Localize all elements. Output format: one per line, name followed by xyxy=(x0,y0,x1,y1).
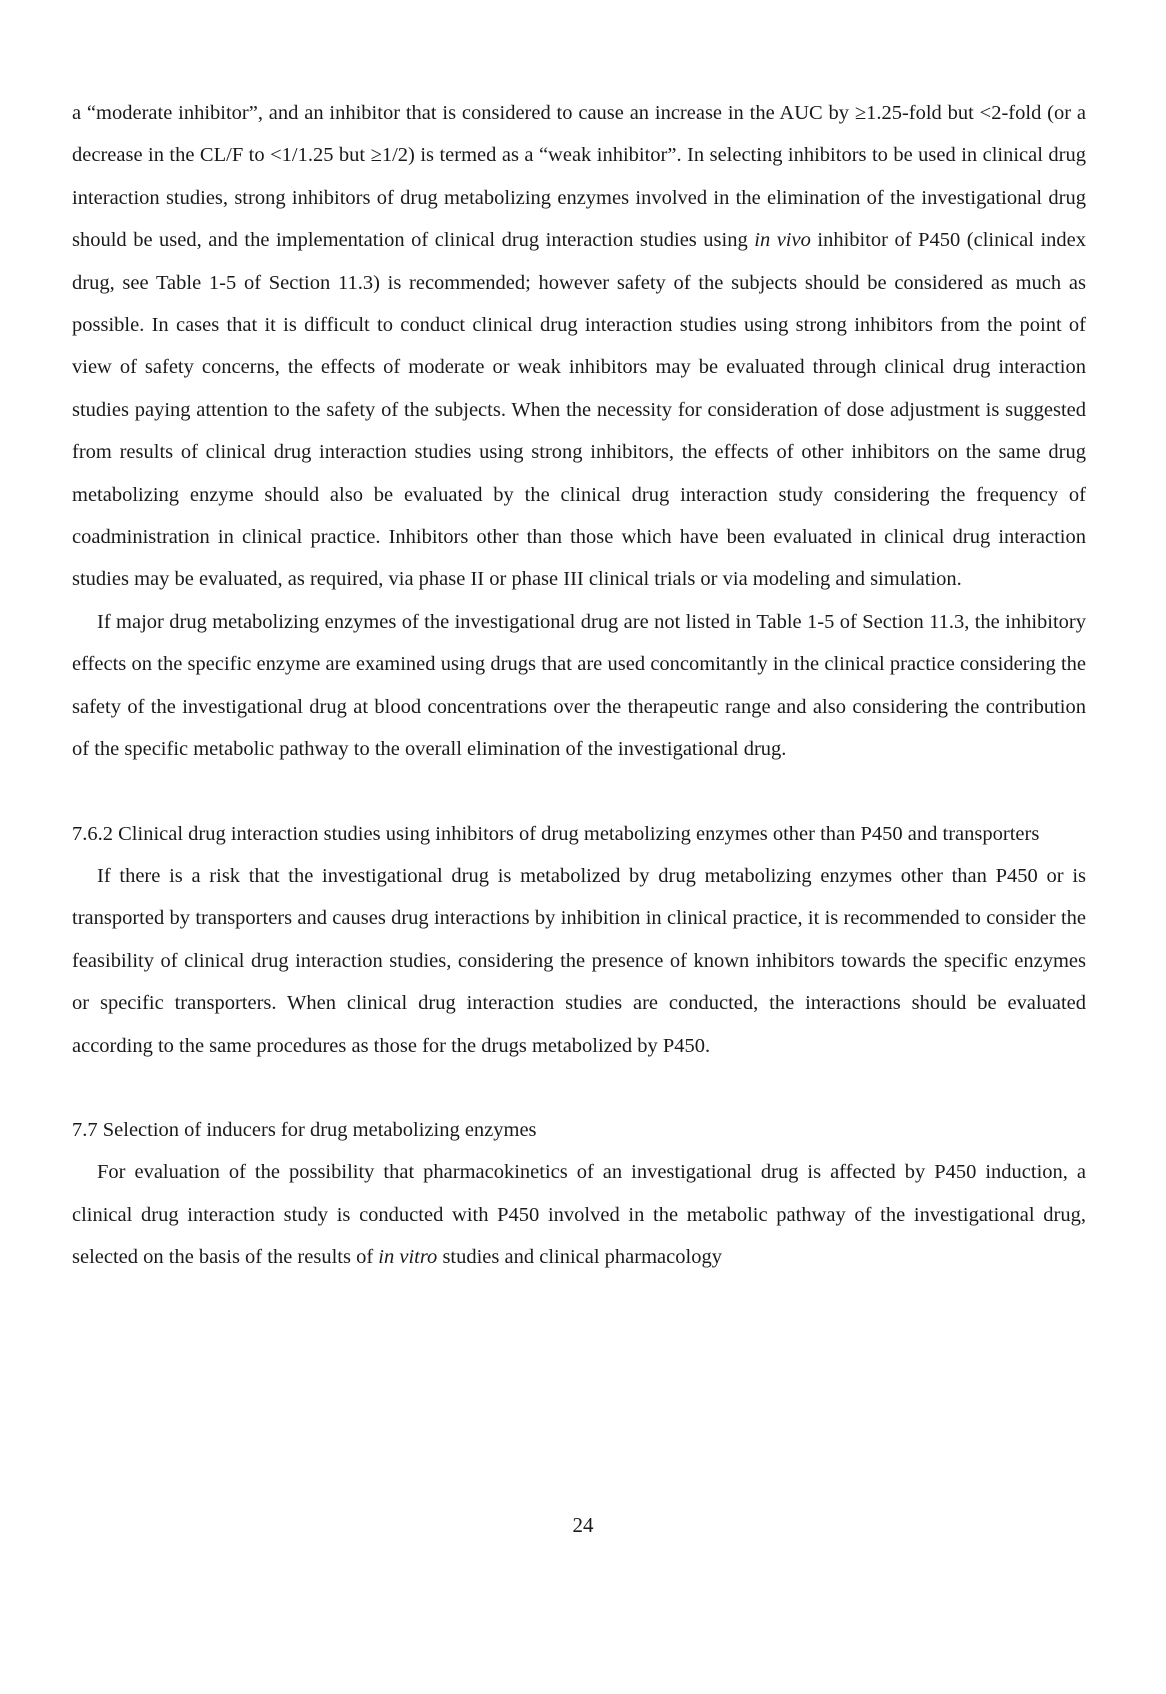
italic-term: in vivo xyxy=(754,229,811,252)
italic-term: in vitro xyxy=(378,1246,438,1269)
section-spacer xyxy=(72,771,1086,813)
paragraph-inhibitor-selection xyxy=(72,92,1086,601)
paragraph-text: inhibitor of P450 (clinical index drug, see Table 1-5 of Section 11.3) is recommended; however safety of the subjects should be considered as much as possible. In cases that it is difficult to conduct clinical drug interaction studies using strong inhibitors from the point of view of safety concerns, the effects of moderate or weak inhibitors may be evaluated through clinical drug interaction studies paying attention to the safety of the subjects. When the necessity for consideration of dose adjustment is suggested from results of clinical drug interaction studies using strong inhibitors, the effects of other inhibitors on the same drug metabolizing enzyme should also be evaluated by the clinical drug interaction study considering the frequency of coadministration in clinical practice. Inhibitors other than those which have been evaluated in clinical drug interaction studies may be evaluated, as required, via phase II or phase III clinical trials or via modeling and simulation. xyxy=(72,229,1086,591)
page-number: 24 xyxy=(572,1513,594,1537)
paragraph-text: For evaluation of the possibility that pharmacokinetics of an investigational drug is affected by P450 induction, a clinical drug interaction study is conducted with P450 involved in the metabolic pathway of the investigational drug, selected on the basis of the results of xyxy=(72,1161,1086,1269)
paragraph-unlisted-enzymes: If major drug metabolizing enzymes of the investigational drug are not listed in Table 1-5 of Section 11.3, the inhibitory effects on the specific enzyme are examined using drugs that are used concomitantly in the clinical practice considering the safety of the investigational drug at blood concentrations over the therapeutic range and also considering the contribution of the specific metabolic pathway to the overall elimination of the investigational drug. xyxy=(72,610,1086,761)
paragraph-text: a “moderate inhibitor”, and an inhibitor that is considered to cause an increase in the AUC by ≥1.25-fold but <2-fold (or a decrease in the CL/F to <1/1.25 but ≥1/2) is termed as a “weak inhibitor”. In selecting inhibitors to be used in clinical drug interaction studies, strong inhibitors of drug metabolizing enzymes involved in the elimination of the investigational drug should be used, and the implementation of clinical drug interaction studies using xyxy=(72,102,1086,252)
paragraph-non-p450-inhibitors: If there is a risk that the investigational drug is metabolized by drug metabolizing enzymes other than P450 or is transported by transporters and causes drug interactions by inhibition in clinical practice, it is recommended to consider the feasibility of clinical drug interaction studies, considering the presence of known inhibitors towards the specific enzymes or specific transporters. When clinical drug interaction studies are conducted, the interactions should be evaluated according to the same procedures as those for the drugs metabolized by P450. xyxy=(72,864,1086,1057)
section-heading-7-6-2: 7.6.2 Clinical drug interaction studies using inhibitors of drug metabolizing enzymes other than P450 and transporters xyxy=(72,822,1040,845)
paragraph-inducer-selection xyxy=(72,1151,1086,1278)
section-spacer xyxy=(72,1067,1086,1109)
section-heading-7-7: 7.7 Selection of inducers for drug metabolizing enzymes xyxy=(72,1118,537,1141)
paragraph-text: studies and clinical pharmacology xyxy=(437,1246,722,1269)
document-page xyxy=(72,92,1086,1279)
